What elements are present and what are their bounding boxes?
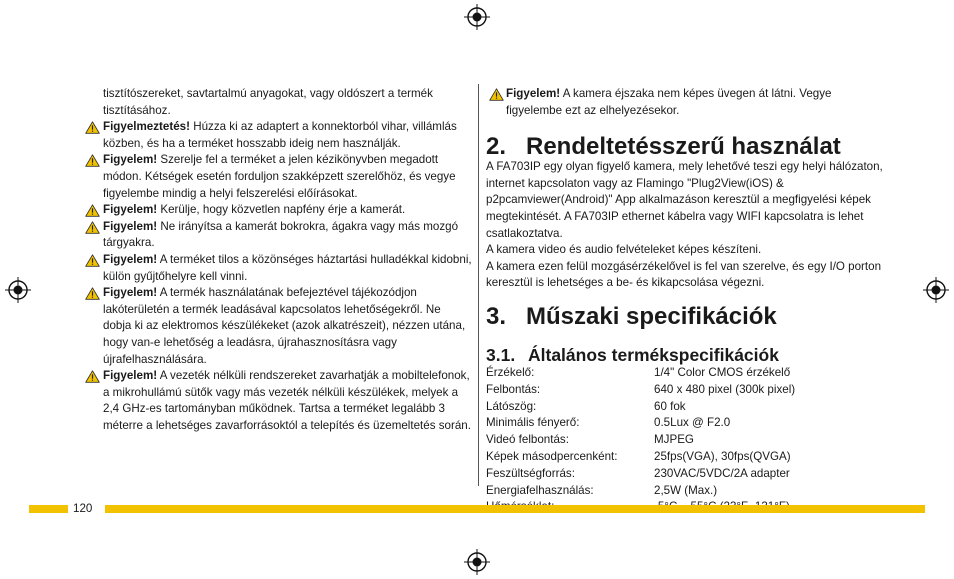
warning-triangle-icon	[85, 221, 100, 234]
registration-mark-icon	[923, 277, 949, 303]
spec-value: 230VAC/5VDC/2A adapter	[654, 466, 790, 480]
paragraph: A kamera ezen felül mozgásérzékelővel is fel van szerelve, és egy I/O porton keresztül is lehetséges a be- és kikapcsolása végezni.	[486, 259, 882, 290]
warning-item	[84, 219, 472, 252]
spec-key: Érzékelő:	[486, 365, 535, 379]
spec-row	[486, 365, 795, 382]
registration-mark-icon	[464, 549, 490, 575]
spec-row	[486, 483, 795, 500]
spec-value: 640 x 480 pixel (300k pixel)	[654, 382, 796, 396]
warning-triangle-icon	[85, 154, 100, 167]
warning-triangle-icon	[85, 204, 100, 217]
warning-item	[84, 119, 472, 152]
footer-accent-bar	[105, 505, 925, 513]
spec-key: Felbontás:	[486, 382, 541, 396]
paragraph: A FA703IP egy olyan figyelő kamera, mely lehetővé teszi egy helyi hálózaton, internet kapcsolaton vagy az Flamingo "Plug2View(iOS) & p2pcamviewer(Android)" App alkalmazáson keresztül a megfigyelési képek megtekintését. A FA703IP ethernet kábelra vagy WIFI kapcsolatra is lehet csatlakoztatva.	[486, 160, 883, 240]
spec-value: 25fps(VGA), 30fps(QVGA)	[654, 449, 791, 463]
section-number: 3.	[486, 302, 507, 330]
spec-key: Feszültségforrás:	[486, 466, 575, 480]
warning-text: Húzza ki az adaptert a konnektorból vihar, villámlás közben, és ha a terméket hosszabb ideig nem használják.	[103, 120, 457, 150]
warning-label: Figyelem!	[103, 369, 158, 383]
warning-triangle-icon	[85, 121, 100, 134]
subsection-title: Általános termékspecifikációk	[528, 344, 779, 365]
section-heading-intended-use	[486, 133, 886, 161]
warning-label: Figyelem!	[103, 286, 158, 300]
warning-text: A terméket tilos a közönséges háztartási hulladékkal kidobni, külön gyűjtőhelyre kell vinni.	[103, 252, 472, 283]
warning-item	[84, 285, 472, 368]
right-column	[486, 86, 886, 516]
section-title: Rendeltetésszerű használat	[526, 133, 841, 161]
spec-key: Képek másodpercenként:	[486, 449, 618, 463]
spec-value: 1/4" Color CMOS érzékelő	[654, 365, 791, 379]
spec-row	[486, 382, 795, 399]
warning-item	[84, 152, 472, 202]
subsection-heading-general-specs	[486, 345, 886, 365]
spec-value: MJPEG	[654, 433, 694, 447]
spec-value: 0.5Lux @ F2.0	[654, 416, 731, 430]
warning-triangle-icon	[489, 88, 504, 101]
spec-key: Minimális fényerő:	[486, 416, 580, 430]
warning-label: Figyelmeztetés!	[103, 120, 190, 134]
warning-triangle-icon	[85, 370, 100, 383]
warning-label: Figyelem!	[103, 203, 158, 217]
spec-value: 2,5W (Max.)	[654, 483, 718, 497]
warning-text: A termék használatának befejeztével tájékozódjon lakóterületén a termék leadásával kapcsolatos lehetőségekről. Ne dobja ki az elektromos készülékeket (azok alkatrészeit), nézzen utána, hogy van-e lehetőség a leadásra, újrahasznosításra vagy újrafelhasználására.	[103, 286, 466, 366]
paragraph: A kamera video és audio felvételeket képes készíteni.	[486, 243, 762, 257]
column-divider	[478, 84, 479, 486]
section-heading-technical-specs	[486, 303, 886, 331]
warning-text: A kamera éjszaka nem képes üvegen át látni. Vegye figyelembe ezt az elhelyezésekor.	[506, 87, 832, 117]
spec-key: Videó felbontás:	[486, 433, 569, 447]
warning-triangle-icon	[85, 287, 100, 300]
warning-label: Figyelem!	[103, 153, 158, 167]
intro-text: tisztítószereket, savtartalmú anyagokat, vagy oldószert a termék tisztításához.	[103, 87, 433, 117]
warning-text: A vezeték nélküli rendszereket zavarhatják a mobiltelefonok, a mikrohullámú sütők vagy más vezeték nélküli készülékek, melyek a 2,4 GHz-es tartományban működnek. Tartsa a terméket legalább 3 méterre a lehetséges zavarforrásoktól a telepítés és üzemeltetés során.	[103, 369, 471, 432]
warning-label: Figyelem!	[103, 252, 158, 266]
warning-text: Kerülje, hogy közvetlen napfény érje a kamerát.	[157, 203, 406, 217]
registration-mark-icon	[5, 277, 31, 303]
warning-label: Figyelem!	[506, 87, 561, 100]
spec-value: 60 fok	[654, 399, 686, 413]
section-number: 2.	[486, 133, 507, 161]
warning-label: Figyelem!	[103, 219, 158, 233]
warning-triangle-icon	[85, 254, 100, 267]
spec-row	[486, 432, 795, 449]
spec-key: Látószög:	[486, 399, 537, 413]
spec-row	[486, 449, 795, 466]
warning-item	[486, 86, 886, 119]
spec-row	[486, 466, 795, 483]
warning-item	[84, 252, 472, 285]
left-column	[84, 86, 472, 434]
spec-row	[486, 399, 795, 416]
warning-item	[84, 202, 472, 219]
footer-accent-bar	[29, 505, 68, 513]
warning-item	[84, 368, 472, 434]
warning-text: Szerelje fel a terméket a jelen kézikönyvben megadott módon. Kétségek esetén forduljon szakképzett szerelőhöz, és vegye figyelembe mindig a helyi felszerelési előírásokat.	[103, 153, 456, 200]
spec-row	[486, 415, 795, 432]
page-number: 120	[73, 502, 93, 515]
spec-table	[486, 365, 795, 516]
spec-key: Energiafelhasználás:	[486, 483, 594, 497]
subsection-number: 3.1.	[486, 344, 516, 365]
section-title: Műszaki specifikációk	[526, 302, 777, 330]
warning-text: Ne irányítsa a kamerát bokrokra, ágakra vagy más mozgó tárgyakra.	[103, 219, 459, 250]
registration-mark-icon	[464, 4, 490, 30]
